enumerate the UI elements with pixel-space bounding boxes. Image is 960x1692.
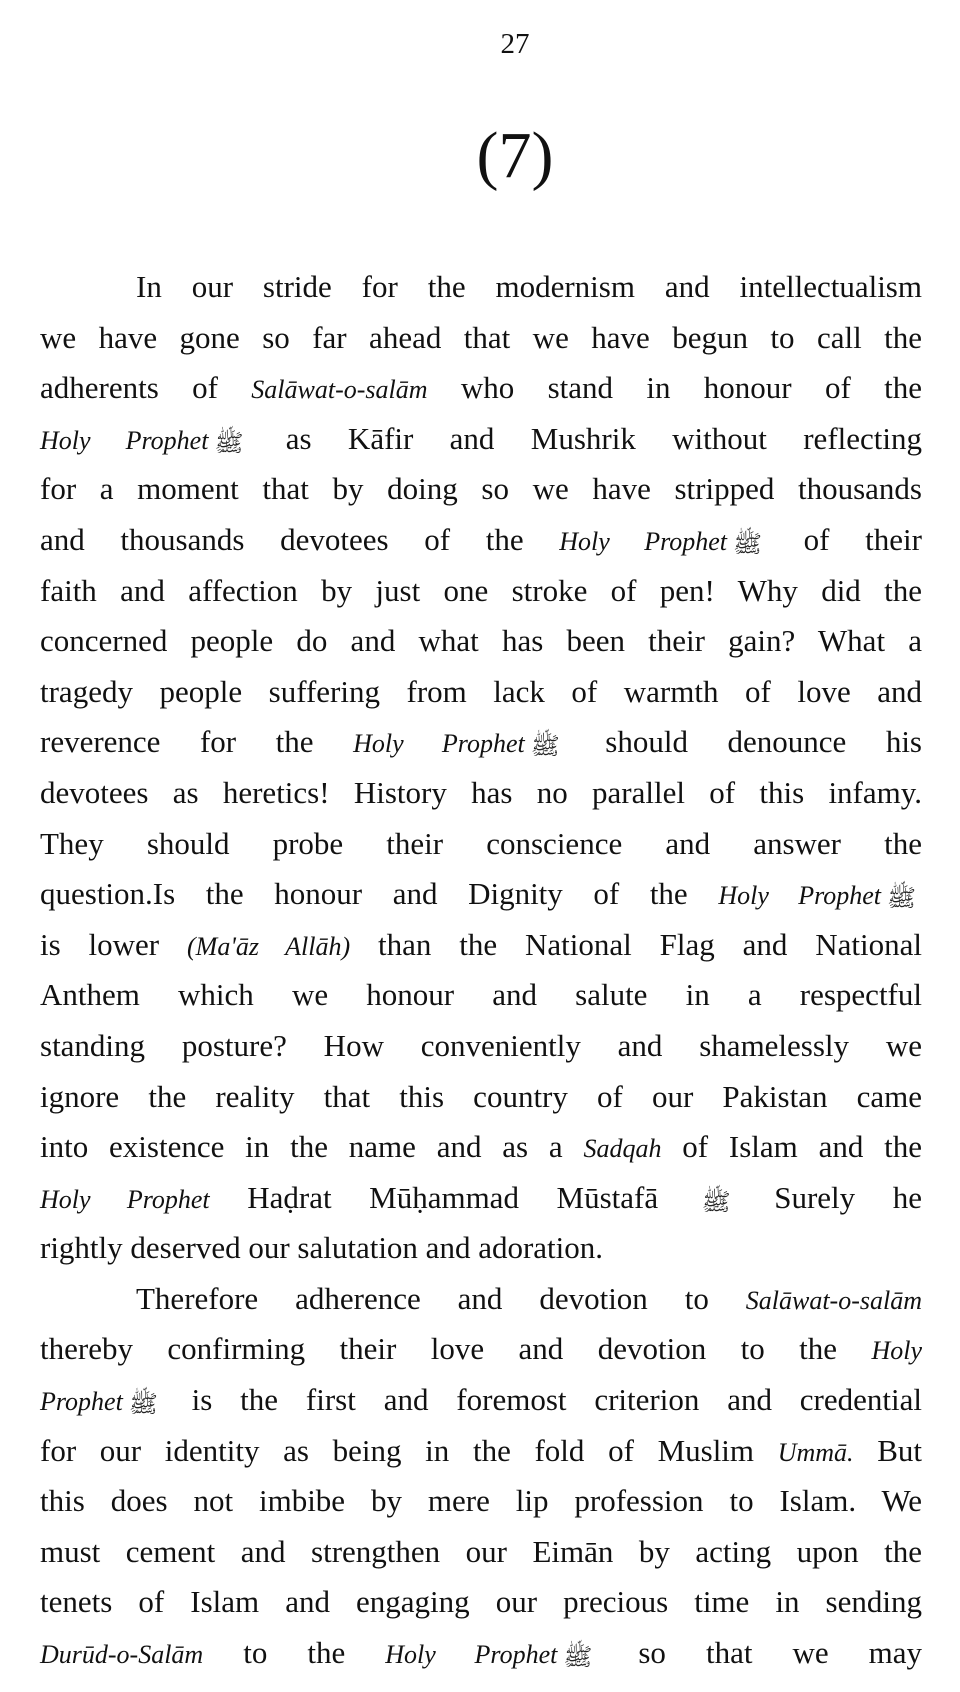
- text-segment: of their: [768, 521, 922, 557]
- text-segment: But: [853, 1432, 922, 1468]
- text-segment: thereby confirming their love and devotion to the: [40, 1331, 872, 1367]
- text-line: [40, 566, 922, 617]
- text-line: [40, 970, 922, 1021]
- text-segment: tragedy people suffering from lack of warmth of love and: [40, 673, 922, 709]
- salutation-honorific-icon: ﷺ: [733, 529, 763, 558]
- text-segment: In our stride for the modernism and intellectualism: [136, 269, 922, 304]
- text-line: [40, 313, 922, 364]
- text-segment: Anthem which we honour and salute in a respectful: [40, 977, 922, 1013]
- italic-term: Ummā.: [777, 1437, 854, 1467]
- text-line: [40, 819, 922, 870]
- text-line: [40, 616, 922, 667]
- text-segment: question.Is the honour and Dignity of the: [40, 876, 719, 912]
- text-segment: ignore the reality that this country of our Pakistan came: [40, 1078, 922, 1114]
- text-line: [40, 262, 922, 313]
- text-line: [40, 363, 922, 414]
- text-segment: is lower: [40, 926, 188, 962]
- italic-term: Holy Prophet: [353, 729, 525, 759]
- italic-term: Durūd-o-Salām: [40, 1640, 204, 1670]
- text-line: [40, 1324, 922, 1375]
- text-segment: concerned people do and what has been their gain? What a: [40, 623, 922, 659]
- italic-term: (Ma'āz Allāh): [187, 931, 351, 961]
- text-segment: Surely he: [736, 1179, 923, 1215]
- salutation-honorific-icon: ﷺ: [701, 1187, 731, 1216]
- text-line: [40, 1628, 922, 1679]
- text-segment: than the National Flag and National: [350, 926, 923, 962]
- salutation-honorific-icon: ﷺ: [214, 428, 244, 457]
- text-segment: standing posture? How conveniently and shamelessly we: [40, 1027, 922, 1063]
- text-segment: for our identity as being in the fold of Muslim: [40, 1432, 778, 1468]
- italic-term: Prophet: [40, 1387, 123, 1417]
- italic-term: Holy: [871, 1336, 922, 1366]
- text-segment: as Kāfir and Mushrik without reflecting: [249, 420, 923, 456]
- chapter-heading: (7): [476, 119, 554, 192]
- text-segment: reverence for the: [40, 724, 354, 760]
- text-line: [40, 1527, 922, 1578]
- italic-term: Sadqah: [583, 1134, 662, 1164]
- text-line: [40, 1173, 922, 1224]
- text-segment: this does not imbibe by mere lip profession to Islam. We: [40, 1483, 922, 1519]
- salutation-honorific-icon: ﷺ: [887, 884, 917, 913]
- italic-term: Holy Prophet: [559, 526, 728, 556]
- text-segment: is the first and foremost criterion and credential: [163, 1382, 922, 1418]
- text-line: [40, 1476, 922, 1527]
- text-line: [40, 1223, 922, 1274]
- text-segment: They should probe their conscience and answer the: [40, 825, 922, 861]
- text-line: [40, 1274, 922, 1325]
- text-line: [40, 1375, 922, 1426]
- text-line: [40, 667, 922, 718]
- text-segment: rightly deserved our salutation and adoration.: [40, 1230, 604, 1266]
- text-line: [40, 1021, 922, 1072]
- text-line: [40, 869, 922, 920]
- text-segment: faith and affection by just one stroke of pen! Why did the: [40, 572, 922, 608]
- text-line: [40, 717, 922, 768]
- text-line: [40, 1122, 922, 1173]
- text-segment: Haḍrat Mūḥammad Mūstafā: [209, 1179, 696, 1215]
- italic-term: Holy Prophet: [40, 1184, 210, 1214]
- text-segment: into existence in the name and as a: [40, 1129, 584, 1165]
- text-segment: tenets of Islam and engaging our precious time in sending: [40, 1584, 922, 1620]
- body-text: [40, 262, 922, 1679]
- salutation-honorific-icon: ﷺ: [563, 1643, 593, 1672]
- italic-term: Salāwat-o-salām: [251, 375, 428, 405]
- text-segment: adherents of: [40, 370, 252, 406]
- text-line: [40, 464, 922, 515]
- text-line: [40, 414, 922, 465]
- text-segment: who stand in honour of the: [427, 370, 922, 406]
- text-line: [40, 1426, 922, 1477]
- text-segment: must cement and strengthen our Eimān by acting upon the: [40, 1533, 922, 1569]
- text-segment: and thousands devotees of the: [40, 521, 560, 557]
- page-number: 27: [500, 28, 530, 60]
- text-segment: should denounce his: [565, 724, 922, 760]
- text-line: [40, 768, 922, 819]
- italic-term: Holy Prophet: [718, 881, 882, 911]
- text-segment: devotees as heretics! History has no parallel of this infamy.: [40, 774, 922, 810]
- text-segment: Therefore adherence and devotion to: [136, 1280, 746, 1316]
- salutation-honorific-icon: ﷺ: [128, 1390, 158, 1419]
- italic-term: Salāwat-o-salām: [745, 1285, 922, 1315]
- text-line: [40, 1577, 922, 1628]
- italic-term: Holy Prophet: [385, 1640, 558, 1670]
- text-segment: we have gone so far ahead that we have begun to call the: [40, 319, 922, 355]
- text-segment: of Islam and the: [661, 1129, 922, 1165]
- salutation-honorific-icon: ﷺ: [530, 732, 560, 761]
- text-segment: for a moment that by doing so we have stripped thousands: [40, 471, 922, 507]
- text-segment: to the: [203, 1635, 386, 1671]
- italic-term: Holy Prophet: [40, 425, 209, 455]
- text-line: [40, 515, 922, 566]
- text-segment: so that we may: [598, 1635, 922, 1671]
- text-line: [40, 920, 922, 971]
- text-line: [40, 1072, 922, 1123]
